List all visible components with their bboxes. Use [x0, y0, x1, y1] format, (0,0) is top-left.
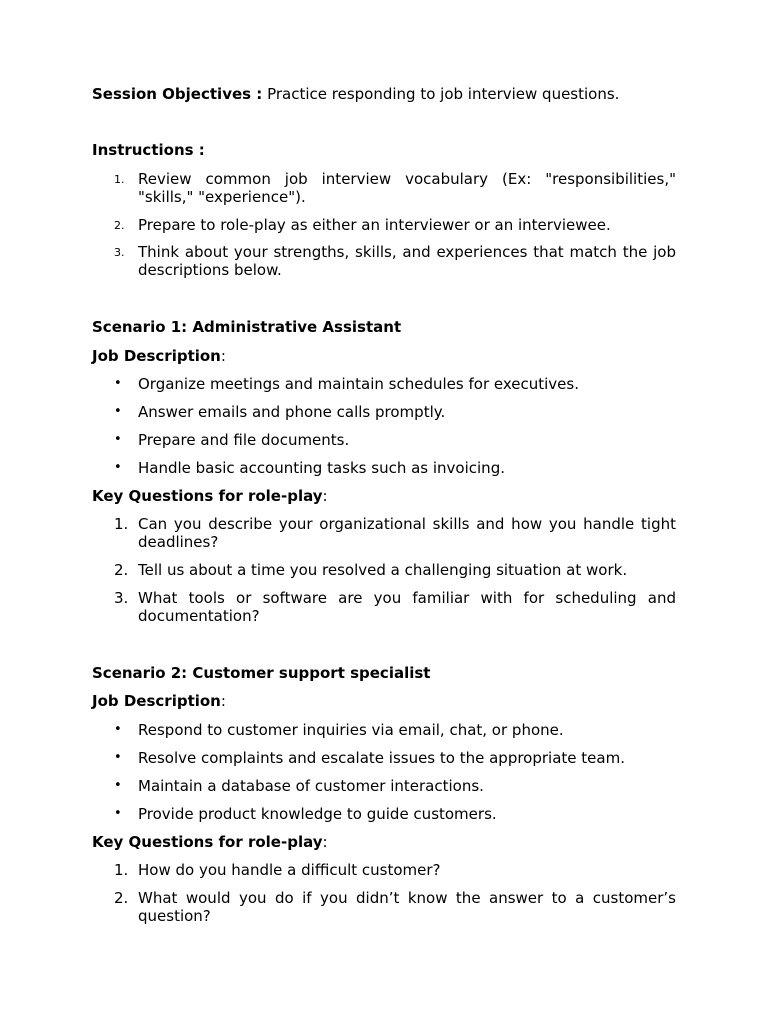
scenario-1-title: Scenario 1: Administrative Assistant — [92, 318, 402, 336]
list-item: • Provide product knowledge to guide customers. — [114, 805, 497, 823]
list-item: • Prepare and file documents. — [114, 431, 350, 449]
list-item: • Answer emails and phone calls promptly. — [114, 403, 446, 421]
scenario-2-title: Scenario 2: Customer support specialist — [92, 664, 431, 682]
list-item: 3. Think about your strengths, skills, and experiences that match the job descriptions below. — [114, 243, 676, 279]
scenario-2-questions-label: Key Questions for role-play: — [92, 833, 328, 851]
list-item: 1. How do you handle a difficult customer? — [114, 861, 441, 879]
list-item: 2. Tell us about a time you resolved a challenging situation at work. — [114, 561, 628, 579]
list-item: 1. Can you describe your organizational skills and how you handle tight deadlines? — [114, 515, 676, 551]
list-item: • Handle basic accounting tasks such as invoicing. — [114, 459, 505, 477]
scenario-1-questions-label: Key Questions for role-play: — [92, 487, 328, 505]
list-item: • Respond to customer inquiries via email, chat, or phone. — [114, 721, 564, 739]
list-item: 2. Prepare to role-play as either an interviewer or an interviewee. — [114, 216, 611, 234]
scenario-2-job-list — [92, 721, 676, 823]
scenario-2-job-description-label: Job Description: — [92, 692, 226, 710]
scenario-1-job-description-label: Job Description: — [92, 347, 226, 365]
list-item: 1. Review common job interview vocabulary (Ex: "responsibilities," "skills," "experience"). — [114, 170, 676, 206]
scenario-1-questions-list — [92, 515, 676, 625]
scenario-1-job-list — [92, 375, 676, 477]
instructions-heading: Instructions : — [92, 141, 205, 159]
session-objectives-label: Session Objectives : — [92, 85, 263, 103]
instructions-list — [92, 170, 676, 279]
list-item: • Resolve complaints and escalate issues to the appropriate team. — [114, 749, 625, 767]
scenario-2-questions-list — [92, 861, 676, 925]
session-objectives-text: Practice responding to job interview questions. — [267, 85, 620, 103]
list-item: 2. What would you do if you didn’t know the answer to a customer’s question? — [114, 889, 676, 925]
session-objectives — [92, 85, 619, 103]
list-item: • Maintain a database of customer interactions. — [114, 777, 484, 795]
list-item: 3. What tools or software are you familiar with for scheduling and documentation? — [114, 589, 676, 625]
list-item: • Organize meetings and maintain schedules for executives. — [114, 375, 579, 393]
